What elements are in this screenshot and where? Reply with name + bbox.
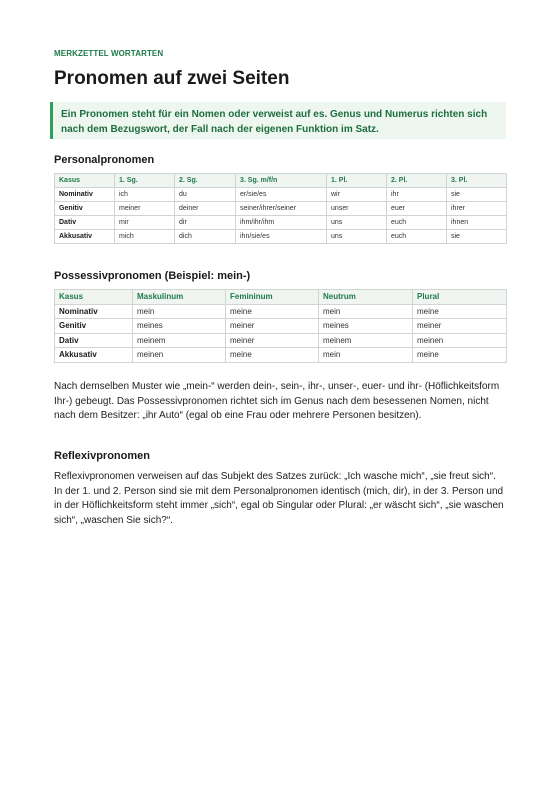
table-cell: ihn/sie/es [236, 230, 327, 244]
column-header: Kasus [55, 290, 133, 305]
table-cell: euer [387, 202, 447, 216]
case-label: Nominativ [55, 304, 133, 319]
table-cell: seiner/ihrer/seiner [236, 202, 327, 216]
table-cell: meiner [226, 319, 319, 334]
column-header: Plural [413, 290, 507, 305]
table-cell: meinen [413, 333, 507, 348]
table-row [55, 188, 507, 202]
column-header: 3. Pl. [447, 174, 507, 188]
possessive-pronoun-table [54, 289, 507, 363]
column-header: Maskulinum [133, 290, 226, 305]
table-cell: mein [319, 348, 413, 363]
column-header: 1. Pl. [327, 174, 387, 188]
possessive-heading: Possessivpronomen (Beispiel: mein-) [54, 270, 251, 282]
table-cell: ihnen [447, 216, 507, 230]
table-cell: uns [327, 230, 387, 244]
table-cell: euch [387, 230, 447, 244]
possessive-explanation: Nach demselben Muster wie „mein-“ werden dein-, sein-, ihr-, unser-, euer- und ihr- (Höflichkeitsform Ihr-) gebeugt. Das Possessivpronomen richtet sich im Genus nach dem besessenen Nomen, nicht nach dem Besitzer: „ihr Auto“ (egal ob eine Frau oder mehrere Personen besitzen). [54, 381, 500, 421]
column-header: 1. Sg. [115, 174, 175, 188]
table-row [55, 304, 507, 319]
table-cell: mich [115, 230, 175, 244]
table-cell: dich [175, 230, 236, 244]
table-cell: sie [447, 188, 507, 202]
table-cell: unser [327, 202, 387, 216]
personal-pronoun-table [54, 173, 507, 244]
column-header: 3. Sg. m/f/n [236, 174, 327, 188]
table-row [55, 202, 507, 216]
personal-heading: Personalpronomen [54, 154, 155, 166]
page-title: Pronomen auf zwei Seiten [54, 68, 290, 89]
table-header-row [55, 290, 507, 305]
table-cell: meinen [133, 348, 226, 363]
table-cell: meiner [226, 333, 319, 348]
column-header: Kasus [55, 174, 115, 188]
column-header: Neutrum [319, 290, 413, 305]
column-header: Femininum [226, 290, 319, 305]
kicker: MERKZETTEL WORTARTEN [54, 49, 164, 58]
column-header: 2. Sg. [175, 174, 236, 188]
table-header-row [55, 174, 507, 188]
case-label: Genitiv [55, 202, 115, 216]
table-cell: mein [319, 304, 413, 319]
table-cell: meine [413, 348, 507, 363]
table-row [55, 333, 507, 348]
case-label: Dativ [55, 216, 115, 230]
table-row [55, 216, 507, 230]
table-cell: uns [327, 216, 387, 230]
table-cell: wir [327, 188, 387, 202]
intro-callout: Ein Pronomen steht für ein Nomen oder verweist auf es. Genus und Numerus richten sich nach dem Bezugswort, der Fall nach der eigenen Funktion im Satz. [50, 102, 506, 139]
table-cell: du [175, 188, 236, 202]
table-cell: mein [133, 304, 226, 319]
case-label: Genitiv [55, 319, 133, 334]
table-cell: ihrer [447, 202, 507, 216]
table-cell: euch [387, 216, 447, 230]
table-cell: meiner [115, 202, 175, 216]
table-row [55, 230, 507, 244]
table-cell: meines [133, 319, 226, 334]
reflexive-explanation: Reflexivpronomen verweisen auf das Subjekt des Satzes zurück: „Ich wasche mich“, „sie freut sich“. In der 1. und 2. Person sind sie mit dem Personalpronomen identisch (mich, dir), in der 3. Person und in der Höflichkeitsform steht immer „sich“, egal ob Singular oder Plural: „er wäscht sich“, „sie waschen sich“, „waschen Sie sich?“. [54, 471, 504, 526]
column-header: 2. Pl. [387, 174, 447, 188]
case-label: Akkusativ [55, 348, 133, 363]
table-cell: meine [413, 304, 507, 319]
table-cell: deiner [175, 202, 236, 216]
table-cell: dir [175, 216, 236, 230]
case-label: Akkusativ [55, 230, 115, 244]
case-label: Nominativ [55, 188, 115, 202]
table-cell: ihr [387, 188, 447, 202]
table-cell: ihm/ihr/ihm [236, 216, 327, 230]
case-label: Dativ [55, 333, 133, 348]
table-row [55, 319, 507, 334]
table-cell: ich [115, 188, 175, 202]
table-cell: meine [226, 304, 319, 319]
table-cell: meines [319, 319, 413, 334]
table-row [55, 348, 507, 363]
table-cell: meinem [133, 333, 226, 348]
table-cell: er/sie/es [236, 188, 327, 202]
table-cell: meine [226, 348, 319, 363]
table-cell: sie [447, 230, 507, 244]
table-cell: meiner [413, 319, 507, 334]
table-cell: mir [115, 216, 175, 230]
table-cell: meinem [319, 333, 413, 348]
reflexive-heading: Reflexivpronomen [54, 450, 150, 462]
